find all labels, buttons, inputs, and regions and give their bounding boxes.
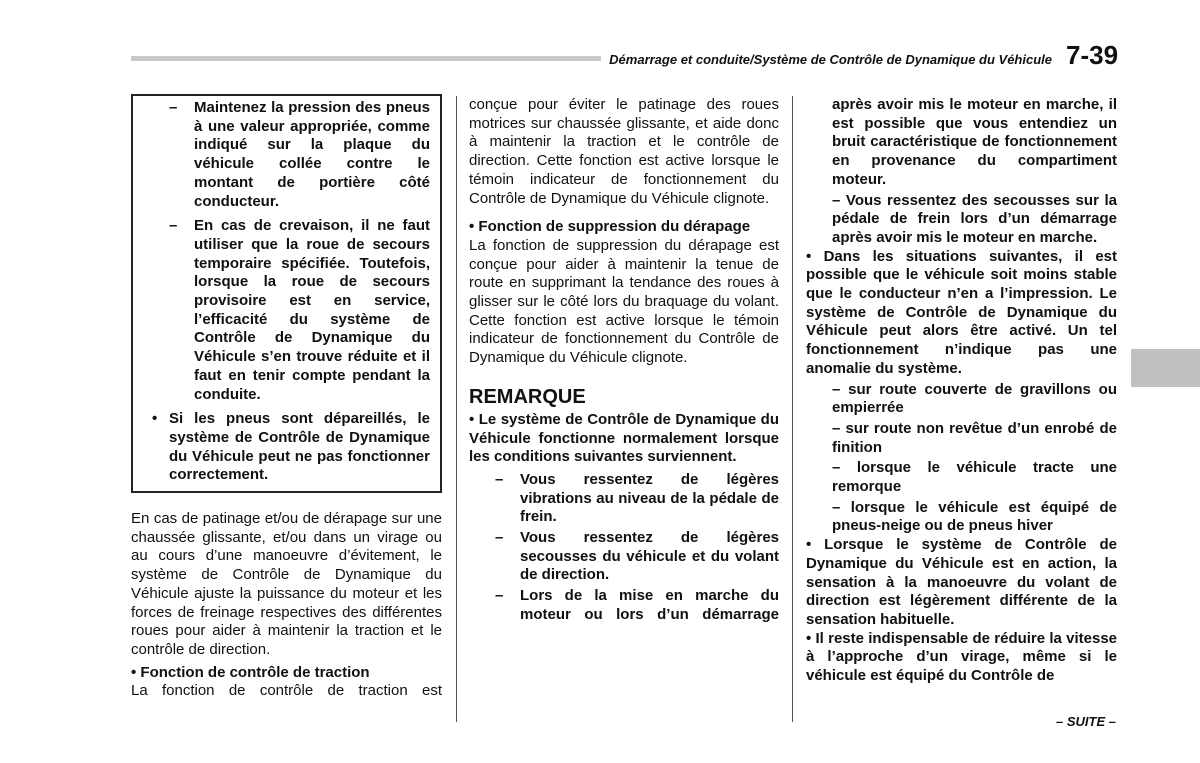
traction-text-continued: conçue pour éviter le patinage des roues motrices sur chaussée glissante, et aide donc à maintenir la traction et le contrôle de direction. Cette fonction est active lorsque le témoin indicateur de fonctionnement du Contrôle de Dynamique du Véhicule clignote.: [469, 96, 779, 207]
situation-unpaved: – sur route non revêtue d’un enrobé de finition: [806, 420, 1117, 457]
warning-box: [131, 94, 442, 493]
remark-bullet: • Le système de Contrôle de Dynamique du Véhicule fonctionne normalement lorsque les conditions suivantes surviennent.: [469, 411, 779, 467]
page-number: 7-39: [1066, 40, 1119, 70]
chapter-tab: [1131, 349, 1200, 387]
warning-dash-spare-wheel: – En cas de crevaison, il ne faut utiliser que la roue de secours temporaire spécifiée. Toutefois, lorsque la roue de secours provisoire est en service, l’efficacité du système de Contrôle de Dynamique du Véhicule s’en trouve réduite et il faut en tenir compte pendant la conduite.: [169, 217, 430, 404]
warning-dash-pressure: – Maintenez la pression des pneus à une valeur appropriée, comme indiqué sur la plaque du véhicule collée contre le montant de portière côté conducteur.: [169, 99, 430, 211]
bullet-reduce-speed: • Il reste indispensable de réduire la vitesse à l’approche d’un virage, même si le véhicule est équipé du Contrôle de: [806, 630, 1117, 686]
column-divider-2: [792, 96, 793, 722]
bullet-stability-situations: • Dans les situations suivantes, il est possible que le véhicule soit moins stable que le conducteur n’en a l’impression. Le système de Contrôle de Dynamique du Véhicule peut alors être activé. Un tel fonctionnement n’indique pas une anomalie du système.: [806, 248, 1117, 379]
situation-snow-tyres: – lorsque le véhicule est équipé de pneus-neige ou de pneus hiver: [806, 499, 1117, 536]
skid-heading: • Fonction de suppression du dérapage: [469, 218, 779, 237]
remark-heading: REMARQUE: [469, 385, 586, 408]
intro-paragraph: En cas de patinage et/ou de dérapage sur une chaussée glissante, et/ou dans un virage ou au cours d’une manoeuvre d’évitement, le système de Contrôle de Dynamique du Véhicule ajuste la puissance du moteur et les forces de freinage respectives des différentes roues pour aider à maintenir la traction et le contrôle de direction.: [131, 510, 442, 658]
situation-trailer: – lorsque le véhicule tracte une remorque: [806, 459, 1117, 496]
header-title: Démarrage et conduite/Système de Contrôle de Dynamique du Véhicule: [601, 52, 1052, 68]
dash-brake-jolts: – Vous ressentez des secousses sur la pédale de frein lors d’un démarrage après avoir mis le moteur en marche.: [806, 192, 1117, 248]
bullet-steering-feel: • Lorsque le système de Contrôle de Dynamique du Véhicule est en action, la sensation à la manoeuvre du volant de direction est légèrement différente de la sensation habituelle.: [806, 536, 1117, 630]
warning-bullet-mismatched-tyres: • Si les pneus sont dépareillés, le système de Contrôle de Dynamique du Véhicule peut ne pas fonctionner correctement.: [147, 410, 430, 485]
column-1: [131, 94, 442, 701]
traction-heading: • Fonction de contrôle de traction: [131, 664, 442, 683]
remark-dash-vibrations: – Vous ressentez de légères vibrations au niveau de la pédale de frein.: [495, 471, 779, 527]
situation-gravel: – sur route couverte de gravillons ou empierrée: [806, 381, 1117, 418]
continued-marker: – SUITE –: [1056, 714, 1116, 729]
column-divider-1: [456, 96, 457, 722]
remark-dash-jolts: – Vous ressentez de légères secousses du véhicule et du volant de direction.: [495, 529, 779, 585]
column-3: [806, 96, 1117, 686]
dash-start-continued: après avoir mis le moteur en marche, il est possible que vous entendiez un bruit caractéristique de fonctionnement en provenance du compartiment moteur.: [832, 96, 1117, 188]
column-2: [469, 96, 779, 631]
remark-dash-start: – Lors de la mise en marche du moteur ou lors d’un démarrage: [495, 587, 779, 624]
traction-text-start: La fonction de contrôle de traction est: [131, 682, 442, 700]
skid-text: La fonction de suppression du dérapage est conçue pour aider à maintenir la tenue de route en supprimant la tendance des roues à glisser sur le côté lors du braquage du volant. Cette fonction est active lorsque le témoin indicateur de fonctionnement du Contrôle de Dynamique du Véhicule clignote.: [469, 236, 779, 367]
